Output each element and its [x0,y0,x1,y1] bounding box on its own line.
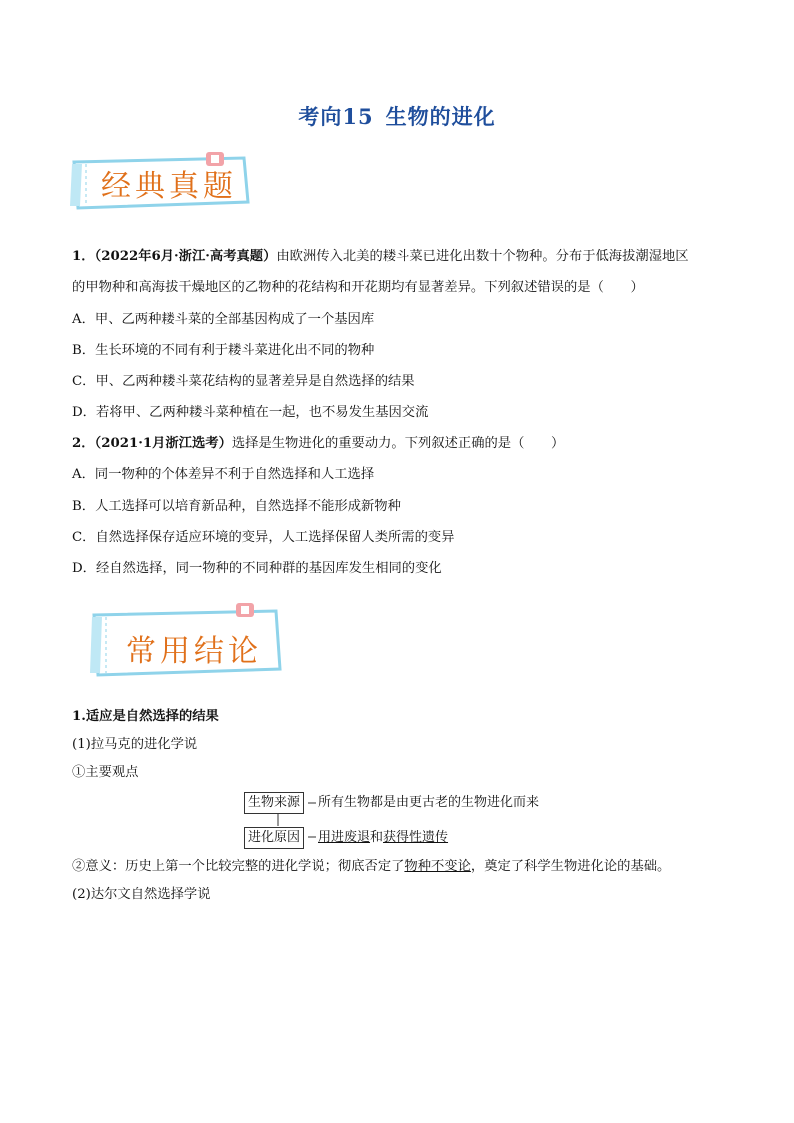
classic-questions-banner [66,152,256,214]
title-text: 生物的进化 [385,104,496,129]
diagram-box-origin: 生物来源 [244,792,304,814]
diagram-box-cause: 进化原因 [244,827,304,849]
question-1-option-b: B．生长环境的不同有利于耧斗菜进化出不同的物种 [72,343,375,358]
question-2-option-d: D．经自然选择，同一物种的不同种群的基因库发生相同的变化 [72,561,442,576]
diagram-text-cause [318,828,448,848]
question-2-stem: 选择是生物进化的重要动力。下列叙述正确的是（ ） [231,436,565,451]
page-title [0,101,794,131]
use-disuse-term: 用进废退 [318,830,371,845]
diagram-text-origin: 所有生物都是由更古老的生物进化而来 [318,795,540,810]
question-2-source: 2．（2021·1月浙江选考） [72,436,232,451]
question-1-source: 1．（2022年6月·浙江·高考真题） [72,249,277,264]
main-points-label: ①主要观点 [72,765,139,780]
banner-label: 常用结论 [126,634,262,669]
question-1-stem-line1: 由欧洲传入北美的耧斗菜已进化出数十个物种。分布于低海拔潮湿地区 [276,249,689,264]
species-immutability-term: 物种不变论 [404,859,471,874]
question-1 [72,247,722,298]
lamarck-diagram [244,792,564,852]
significance-paragraph [72,857,670,877]
subsection-darwin: (2)达尔文自然选择学说 [72,887,211,902]
question-2 [72,434,722,454]
question-2-option-c: C．自然选择保存适应环境的变异，人工选择保留人类所需的变异 [72,530,455,545]
question-1-stem-line2: 的甲物种和高海拔干燥地区的乙物种的花结构和开花期均有显著差异。下列叙述错误的是（ ） [72,280,644,295]
section-heading: 1.适应是自然选择的结果 [72,709,219,724]
question-1-option-c: C．甲、乙两种耧斗菜花结构的显著差异是自然选择的结果 [72,374,415,389]
title-number: 考向15 [298,104,374,129]
and-word: 和 [370,830,384,845]
question-2-option-a: A．同一物种的个体差异不利于自然选择和人工选择 [72,467,375,482]
acquired-inheritance-term: 获得性遗传 [383,830,449,845]
banner-label: 经典真题 [101,169,237,204]
question-2-option-b: B．人工选择可以培育新品种，自然选择不能形成新物种 [72,499,401,514]
significance-text-a: ②意义：历史上第一个比较完整的进化学说；彻底否定了 [72,859,405,874]
subsection-lamarck: (1)拉马克的进化学说 [72,737,198,752]
question-1-option-d: D．若将甲、乙两种耧斗菜种植在一起，也不易发生基因交流 [72,405,429,420]
common-conclusions-banner [86,603,286,685]
significance-text-b: ，奠定了科学生物进化论的基础。 [470,859,671,874]
question-1-option-a: A．甲、乙两种耧斗菜的全部基因构成了一个基因库 [72,312,375,327]
